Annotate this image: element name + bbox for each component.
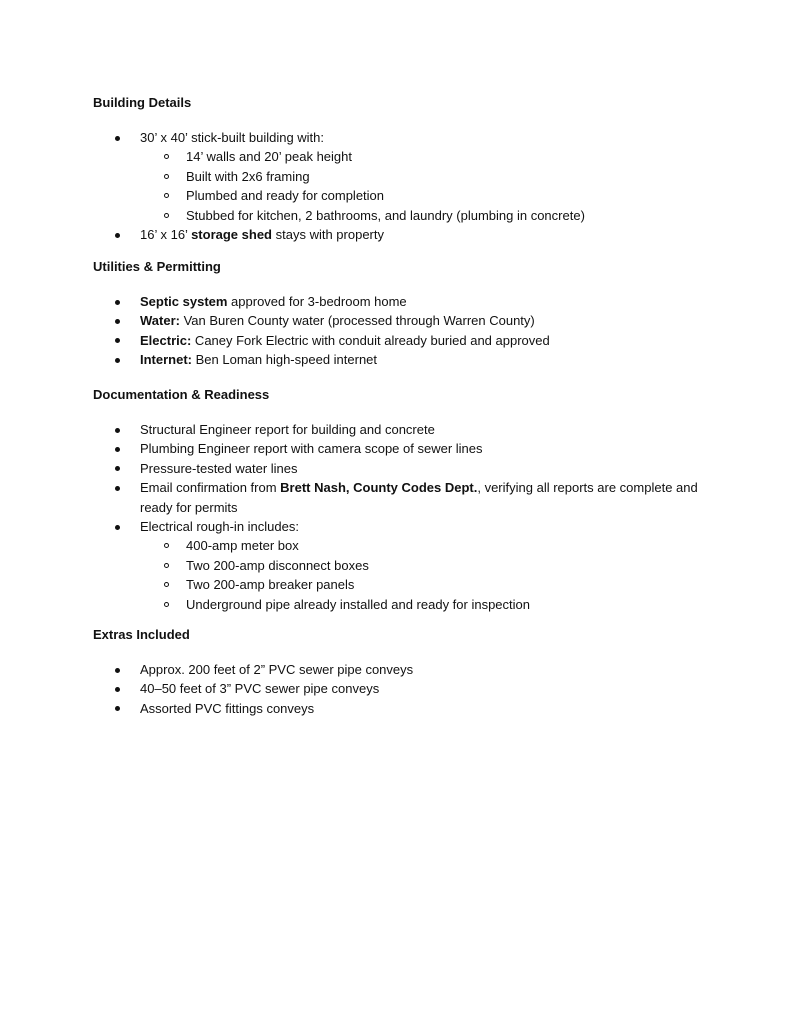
sub-list-item bbox=[140, 186, 733, 205]
hollow-bullet-icon bbox=[164, 543, 169, 548]
item-text: 16’ x 16’ bbox=[140, 227, 192, 243]
hollow-bullet-icon bbox=[164, 563, 169, 568]
item-text: Van Buren County water (processed through Warren County) bbox=[179, 313, 535, 329]
item-text: Ben Loman high-speed internet bbox=[192, 352, 378, 368]
item-text: approved for 3-bedroom home bbox=[227, 294, 407, 309]
bullet-icon bbox=[115, 687, 120, 692]
item-text-bold: Water: bbox=[140, 313, 180, 329]
sub-item-text: Underground pipe already installed and ready for inspection bbox=[186, 596, 530, 612]
item-text: , verifying all reports are complete and bbox=[477, 480, 698, 496]
sub-item-text: 400-amp meter box bbox=[186, 538, 299, 554]
bullet-list bbox=[93, 292, 733, 370]
item-text: 30’ x 40’ stick-built building with: bbox=[140, 130, 325, 145]
bullet-icon bbox=[115, 300, 120, 305]
bullet-icon bbox=[115, 525, 120, 530]
sub-item-text: Stubbed for kitchen, 2 bathrooms, and laundry (plumbing in concrete) bbox=[186, 207, 585, 223]
bullet-icon bbox=[115, 447, 120, 452]
item-text: stays with property bbox=[272, 227, 384, 243]
item-text: Plumbing Engineer report with camera scope of sewer lines bbox=[140, 441, 483, 457]
hollow-bullet-icon bbox=[164, 602, 169, 607]
hollow-bullet-icon bbox=[164, 193, 169, 198]
bullet-icon bbox=[115, 233, 120, 238]
section-documentation-readiness bbox=[93, 387, 733, 614]
list-item bbox=[93, 439, 733, 458]
section-heading: Documentation & Readiness bbox=[93, 387, 270, 402]
item-text-bold: Brett Nash, County Codes Dept. bbox=[280, 480, 478, 496]
item-text: 40–50 feet of 3” PVC sewer pipe conveys bbox=[140, 681, 380, 697]
bullet-icon bbox=[115, 338, 120, 343]
bullet-icon bbox=[115, 136, 120, 141]
bullet-icon bbox=[115, 358, 120, 363]
section-heading: Extras Included bbox=[93, 627, 190, 642]
item-text: Electrical rough-in includes: bbox=[140, 519, 299, 535]
sub-list-item bbox=[140, 556, 733, 575]
list-item bbox=[93, 517, 733, 614]
hollow-bullet-icon bbox=[164, 174, 169, 179]
bullet-icon bbox=[115, 486, 120, 491]
list-item bbox=[93, 420, 733, 439]
section-building-details bbox=[93, 95, 733, 244]
item-text-bold: storage shed bbox=[191, 227, 272, 243]
list-item bbox=[93, 350, 733, 369]
item-text: Caney Fork Electric with conduit already buried and approved bbox=[191, 332, 550, 348]
sub-list-item bbox=[140, 167, 733, 186]
item-text: Email confirmation from bbox=[140, 480, 281, 496]
list-item bbox=[93, 292, 733, 311]
bullet-list bbox=[93, 420, 733, 614]
item-text-bold: Internet: bbox=[140, 352, 192, 368]
item-text-bold: Electric: bbox=[140, 332, 192, 348]
list-item bbox=[93, 699, 733, 718]
sub-item-text: Plumbed and ready for completion bbox=[186, 188, 385, 204]
section-utilities-permitting bbox=[93, 259, 733, 370]
section-extras-included bbox=[93, 627, 733, 718]
list-item bbox=[93, 478, 733, 517]
item-text: Structural Engineer report for building and concrete bbox=[140, 422, 435, 437]
sub-item-text: 14’ walls and 20’ peak height bbox=[186, 149, 352, 165]
item-text-bold: Septic system bbox=[140, 294, 228, 309]
sub-list-item bbox=[140, 595, 733, 614]
list-item bbox=[93, 128, 733, 225]
sub-list-item bbox=[140, 147, 733, 166]
sub-list bbox=[140, 536, 733, 614]
item-text: Pressure-tested water lines bbox=[140, 460, 298, 476]
bullet-icon bbox=[115, 466, 120, 471]
section-heading: Utilities & Permitting bbox=[93, 259, 221, 274]
hollow-bullet-icon bbox=[164, 582, 169, 587]
bullet-icon bbox=[115, 706, 120, 711]
sub-list-item bbox=[140, 206, 733, 225]
sub-list-item bbox=[140, 536, 733, 555]
list-item bbox=[93, 311, 733, 330]
list-item bbox=[93, 459, 733, 478]
bullet-icon bbox=[115, 428, 120, 433]
item-text: Approx. 200 feet of 2” PVC sewer pipe conveys bbox=[140, 662, 414, 677]
bullet-icon bbox=[115, 668, 120, 673]
sub-list-item bbox=[140, 575, 733, 594]
list-item bbox=[93, 225, 733, 244]
section-heading: Building Details bbox=[93, 95, 192, 110]
list-item bbox=[93, 679, 733, 698]
item-text-continuation: ready for permits bbox=[140, 499, 238, 515]
bullet-list bbox=[93, 660, 733, 718]
bullet-list bbox=[93, 128, 733, 244]
hollow-bullet-icon bbox=[164, 213, 169, 218]
hollow-bullet-icon bbox=[164, 154, 169, 159]
list-item bbox=[93, 660, 733, 679]
sub-item-text: Two 200-amp disconnect boxes bbox=[186, 557, 369, 573]
sub-item-text: Two 200-amp breaker panels bbox=[186, 577, 355, 593]
bullet-icon bbox=[115, 319, 120, 324]
item-text: Assorted PVC fittings conveys bbox=[140, 700, 315, 716]
sub-list bbox=[140, 147, 733, 225]
list-item bbox=[93, 331, 733, 350]
sub-item-text: Built with 2x6 framing bbox=[186, 168, 310, 184]
